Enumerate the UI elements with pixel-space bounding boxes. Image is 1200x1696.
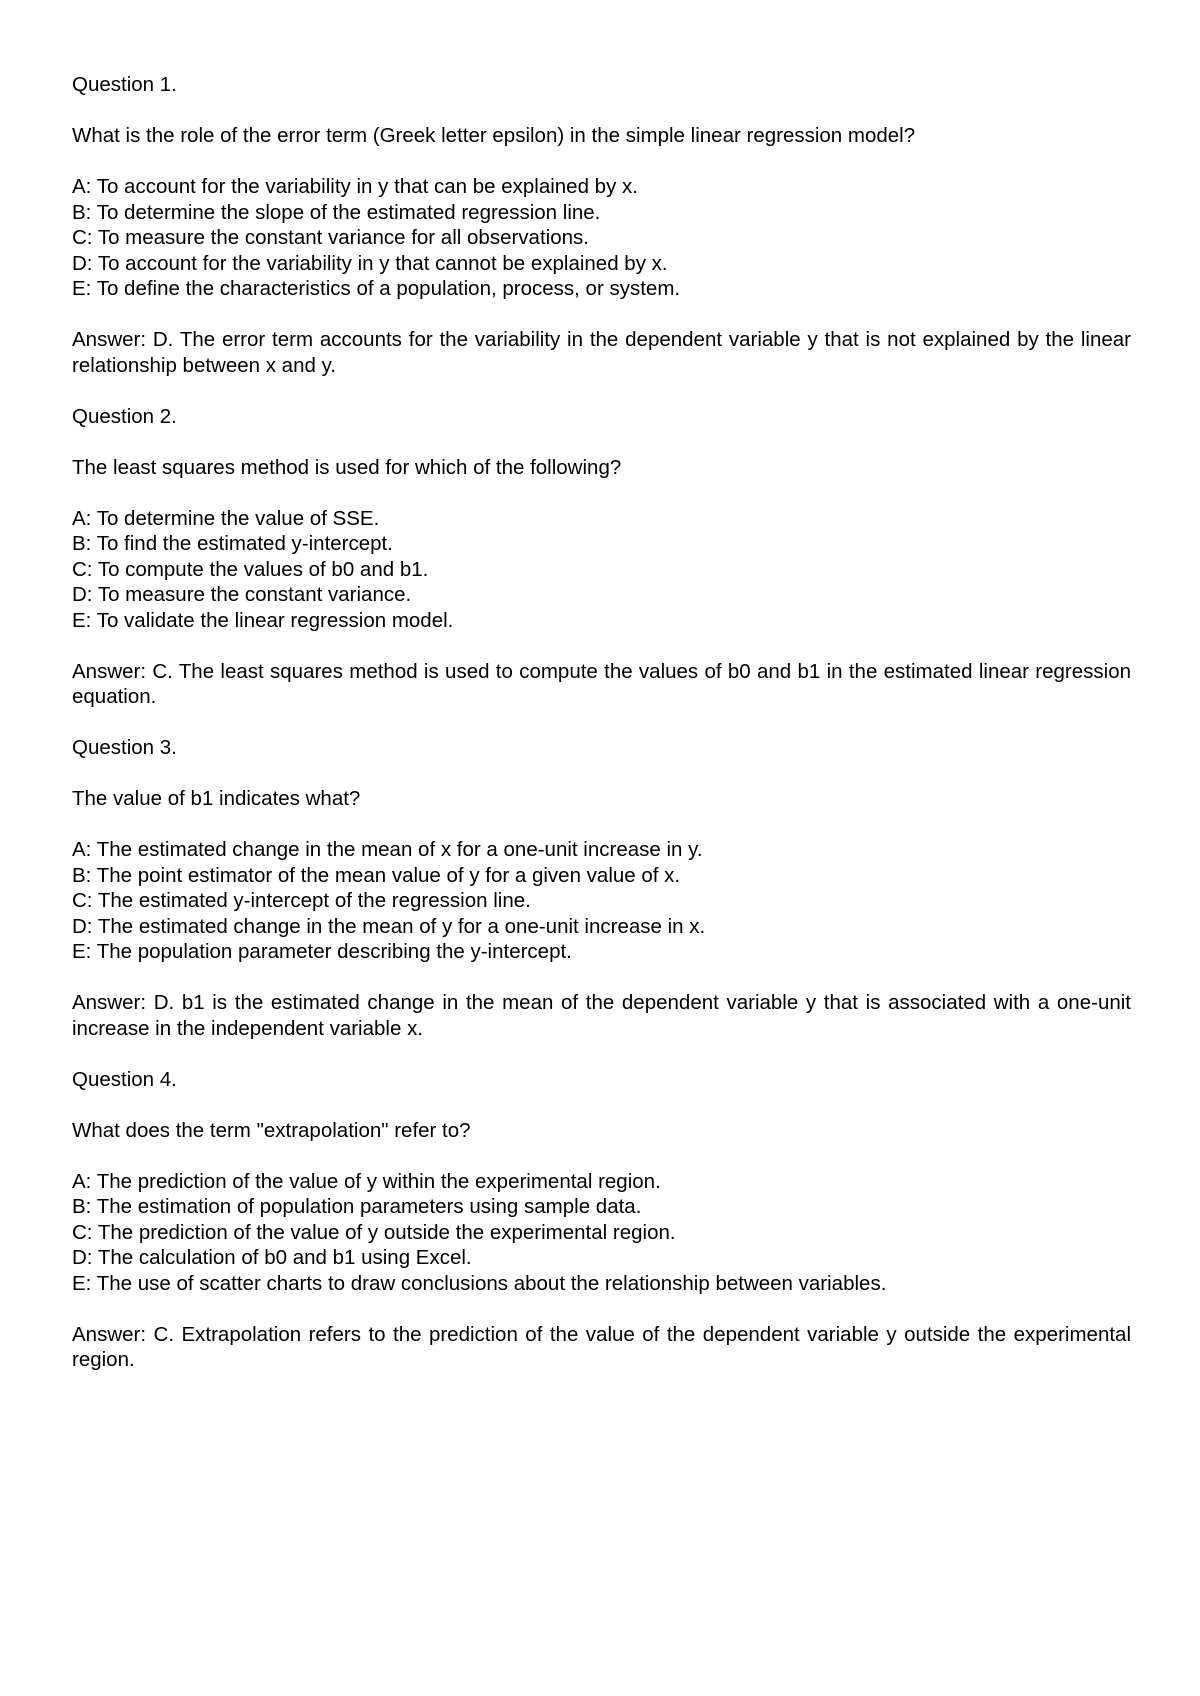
options-list (72, 174, 1131, 302)
question-prompt: The least squares method is used for which of the following? (72, 455, 622, 479)
option-e: E: The population parameter describing the y-intercept. (72, 940, 572, 963)
option-b: B: To find the estimated y-intercept. (72, 532, 393, 555)
option-d: D: The estimated change in the mean of y for a one-unit increase in x. (72, 914, 706, 938)
options-list (72, 837, 1131, 965)
option-d: D: To account for the variability in y that cannot be explained by x. (72, 251, 668, 275)
option-a: A: To determine the value of SSE. (72, 506, 380, 530)
option-d: D: The calculation of b0 and b1 using Excel. (72, 1246, 472, 1269)
answer-text: Answer: D. The error term accounts for the variability in the dependent variable y that is not explained by the linear relationship between x and y. (72, 328, 1131, 377)
question-prompt: What is the role of the error term (Greek letter epsilon) in the simple linear regression model? (72, 124, 916, 147)
question-heading: Question 4. (72, 1067, 177, 1091)
option-b: B: The point estimator of the mean value of y for a given value of x. (72, 863, 681, 887)
option-c: C: To measure the constant variance for all observations. (72, 226, 589, 249)
option-b: B: To determine the slope of the estimated regression line. (72, 200, 601, 224)
document-page (72, 72, 1131, 1398)
option-c: C: The estimated y-intercept of the regression line. (72, 889, 531, 912)
options-list (72, 1169, 1131, 1297)
option-a: A: The prediction of the value of y within the experimental region. (72, 1169, 661, 1193)
question-3 (72, 735, 1131, 1041)
question-2 (72, 404, 1131, 710)
option-d: D: To measure the constant variance. (72, 583, 412, 606)
answer-text: Answer: C. The least squares method is used to compute the values of b0 and b1 in the estimated linear regression equation. (72, 659, 1131, 708)
answer-text: Answer: D. b1 is the estimated change in the mean of the dependent variable y that is associated with a one-unit increase in the independent variable x. (72, 991, 1131, 1040)
question-prompt: What does the term "extrapolation" refer to? (72, 1118, 471, 1142)
option-c: C: To compute the values of b0 and b1. (72, 557, 429, 581)
option-e: E: To validate the linear regression model. (72, 608, 454, 632)
question-prompt: The value of b1 indicates what? (72, 787, 361, 810)
options-list (72, 506, 1131, 634)
question-4 (72, 1067, 1131, 1373)
option-e: E: The use of scatter charts to draw conclusions about the relationship between variables. (72, 1271, 887, 1295)
option-e: E: To define the characteristics of a population, process, or system. (72, 277, 681, 300)
option-a: A: The estimated change in the mean of x for a one-unit increase in y. (72, 838, 703, 861)
option-c: C: The prediction of the value of y outside the experimental region. (72, 1220, 676, 1244)
question-heading: Question 3. (72, 736, 177, 759)
answer-text: Answer: C. Extrapolation refers to the prediction of the value of the dependent variable y outside the experimental region. (72, 1322, 1131, 1371)
option-a: A: To account for the variability in y that can be explained by x. (72, 175, 638, 198)
question-heading: Question 1. (72, 73, 177, 96)
question-1 (72, 72, 1131, 378)
question-heading: Question 2. (72, 404, 177, 428)
option-b: B: The estimation of population parameters using sample data. (72, 1195, 642, 1218)
